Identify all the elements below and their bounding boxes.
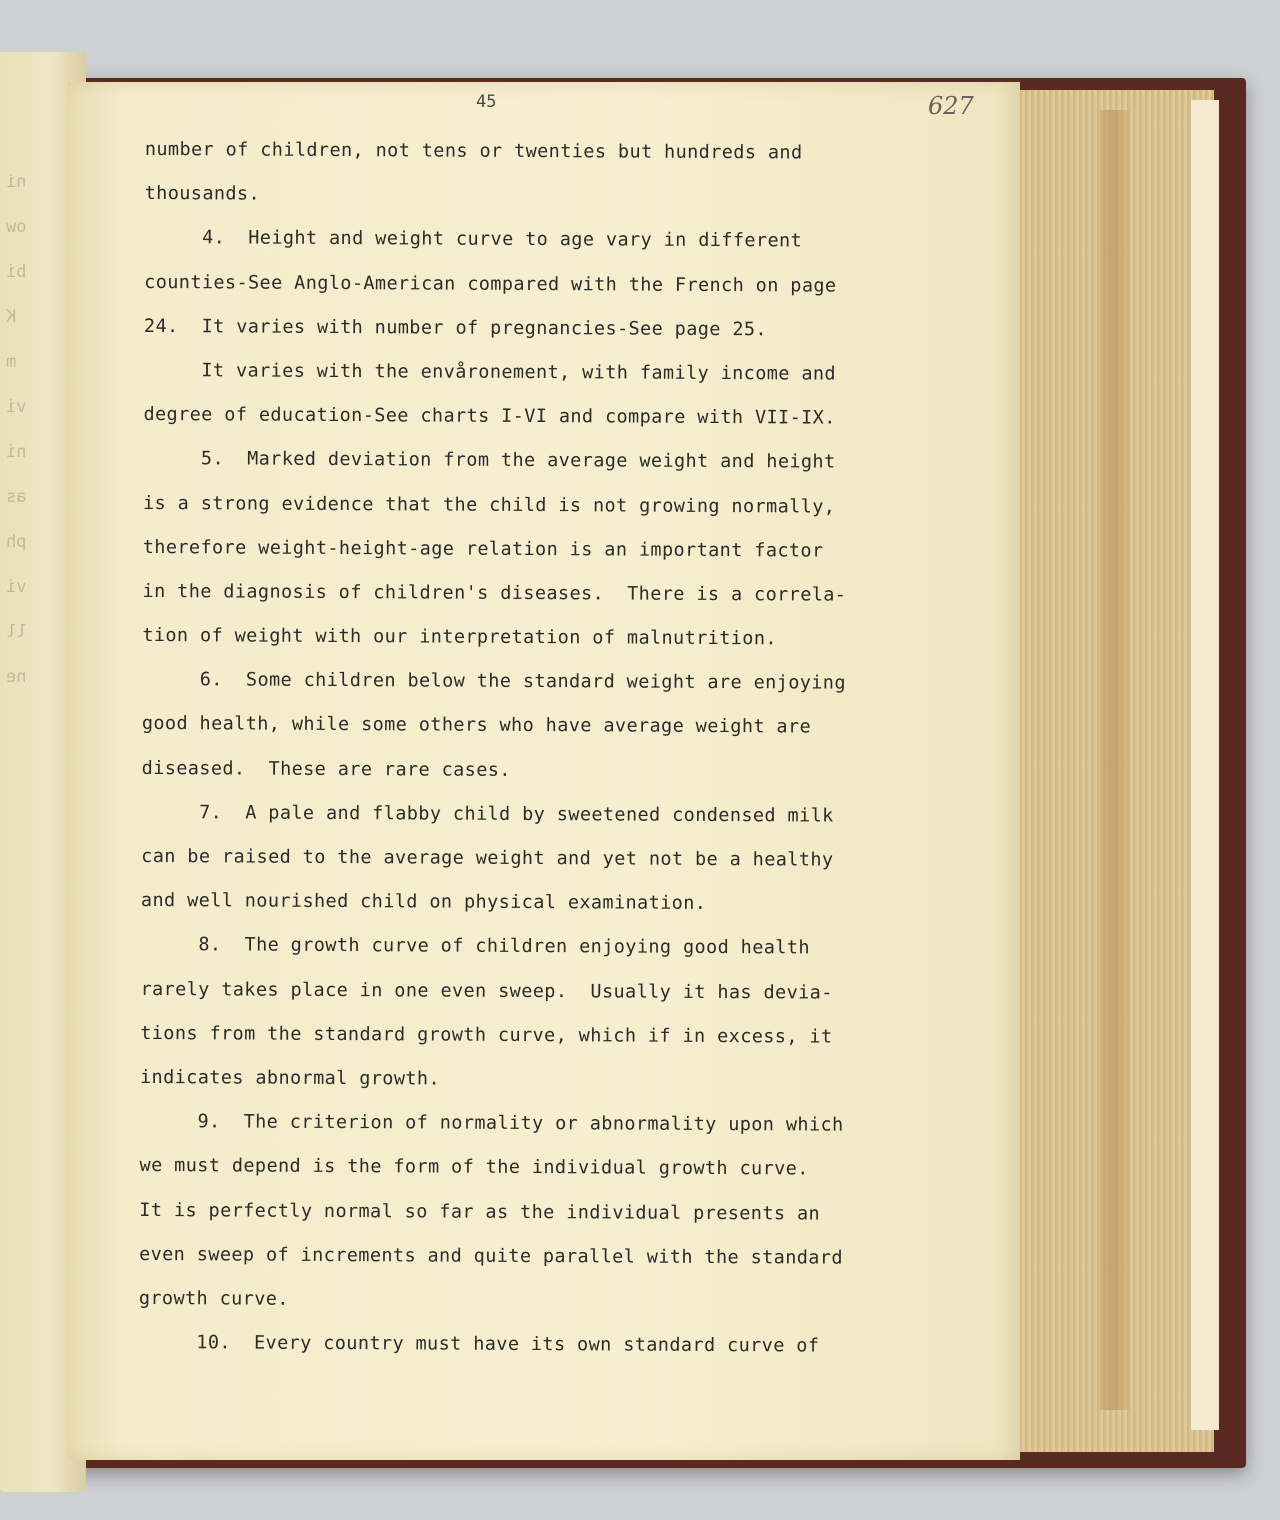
- text-line: good health, while some others who have average weight are: [141, 713, 812, 738]
- page-number: 45: [476, 92, 497, 112]
- text-line: in the diagnosis of children's diseases. There is a correla-: [142, 580, 847, 606]
- previous-page-edge: ni ow bi K m vi ni as ph vi ll ne: [0, 52, 86, 1492]
- text-line: thousands.: [144, 183, 261, 205]
- text-line: even sweep of increments and quite parallel with the standard: [139, 1243, 843, 1269]
- page-stack-edge: [1190, 100, 1219, 1430]
- text-line: is a strong evidence that the child is not growing normally,: [142, 492, 836, 518]
- text-line: rarely takes place in one even sweep. Usually it has devia-: [140, 978, 833, 1004]
- text-line: 7. A pale and flabby child by sweetened condensed milk: [141, 801, 834, 827]
- text-line: 8. The growth curve of children enjoying good health: [140, 934, 810, 959]
- text-line: 4. Height and weight curve to age vary in different: [144, 227, 803, 252]
- text-line: number of children, not tens or twenties but hundreds and: [144, 138, 803, 164]
- text-line: we must depend is the form of the individual growth curve.: [139, 1155, 809, 1180]
- text-line: tions from the standard growth curve, which if in excess, it: [140, 1022, 833, 1048]
- text-line: 6. Some children below the standard weight are enjoying: [142, 669, 846, 694]
- text-line: 10. Every country must have its own standard curve of: [138, 1332, 820, 1357]
- text-line: 24. It varies with number of pregnancies-See page 25.: [143, 315, 768, 341]
- text-line: degree of education-See charts I-VI and compare with VII-IX.: [143, 404, 836, 429]
- text-line: and well nourished child on physical examination.: [140, 890, 707, 915]
- handwritten-folio: 627: [928, 92, 974, 120]
- text-line: It varies with the envåronement, with family income and: [143, 359, 837, 385]
- page-stack: [1004, 90, 1214, 1452]
- text-line: 5. Marked deviation from the average weight and height: [143, 448, 836, 473]
- text-line: growth curve.: [138, 1287, 289, 1310]
- typed-text-block: [139, 128, 935, 1369]
- text-line: tion of weight with our interpretation of malnutrition.: [142, 625, 777, 650]
- text-line: 9. The criterion of normality or abnormality upon which: [139, 1111, 844, 1136]
- text-line: therefore weight-height-age relation is an important factor: [142, 536, 824, 562]
- text-line: indicates abnormal growth.: [139, 1066, 441, 1090]
- text-line: It is perfectly normal so far as the individual presents an: [139, 1199, 821, 1225]
- text-line: can be raised to the average weight and yet not be a healthy: [141, 845, 834, 871]
- text-line: counties-See Anglo-American compared with the French on page: [144, 271, 837, 297]
- text-line: diseased. These are rare cases.: [141, 757, 511, 781]
